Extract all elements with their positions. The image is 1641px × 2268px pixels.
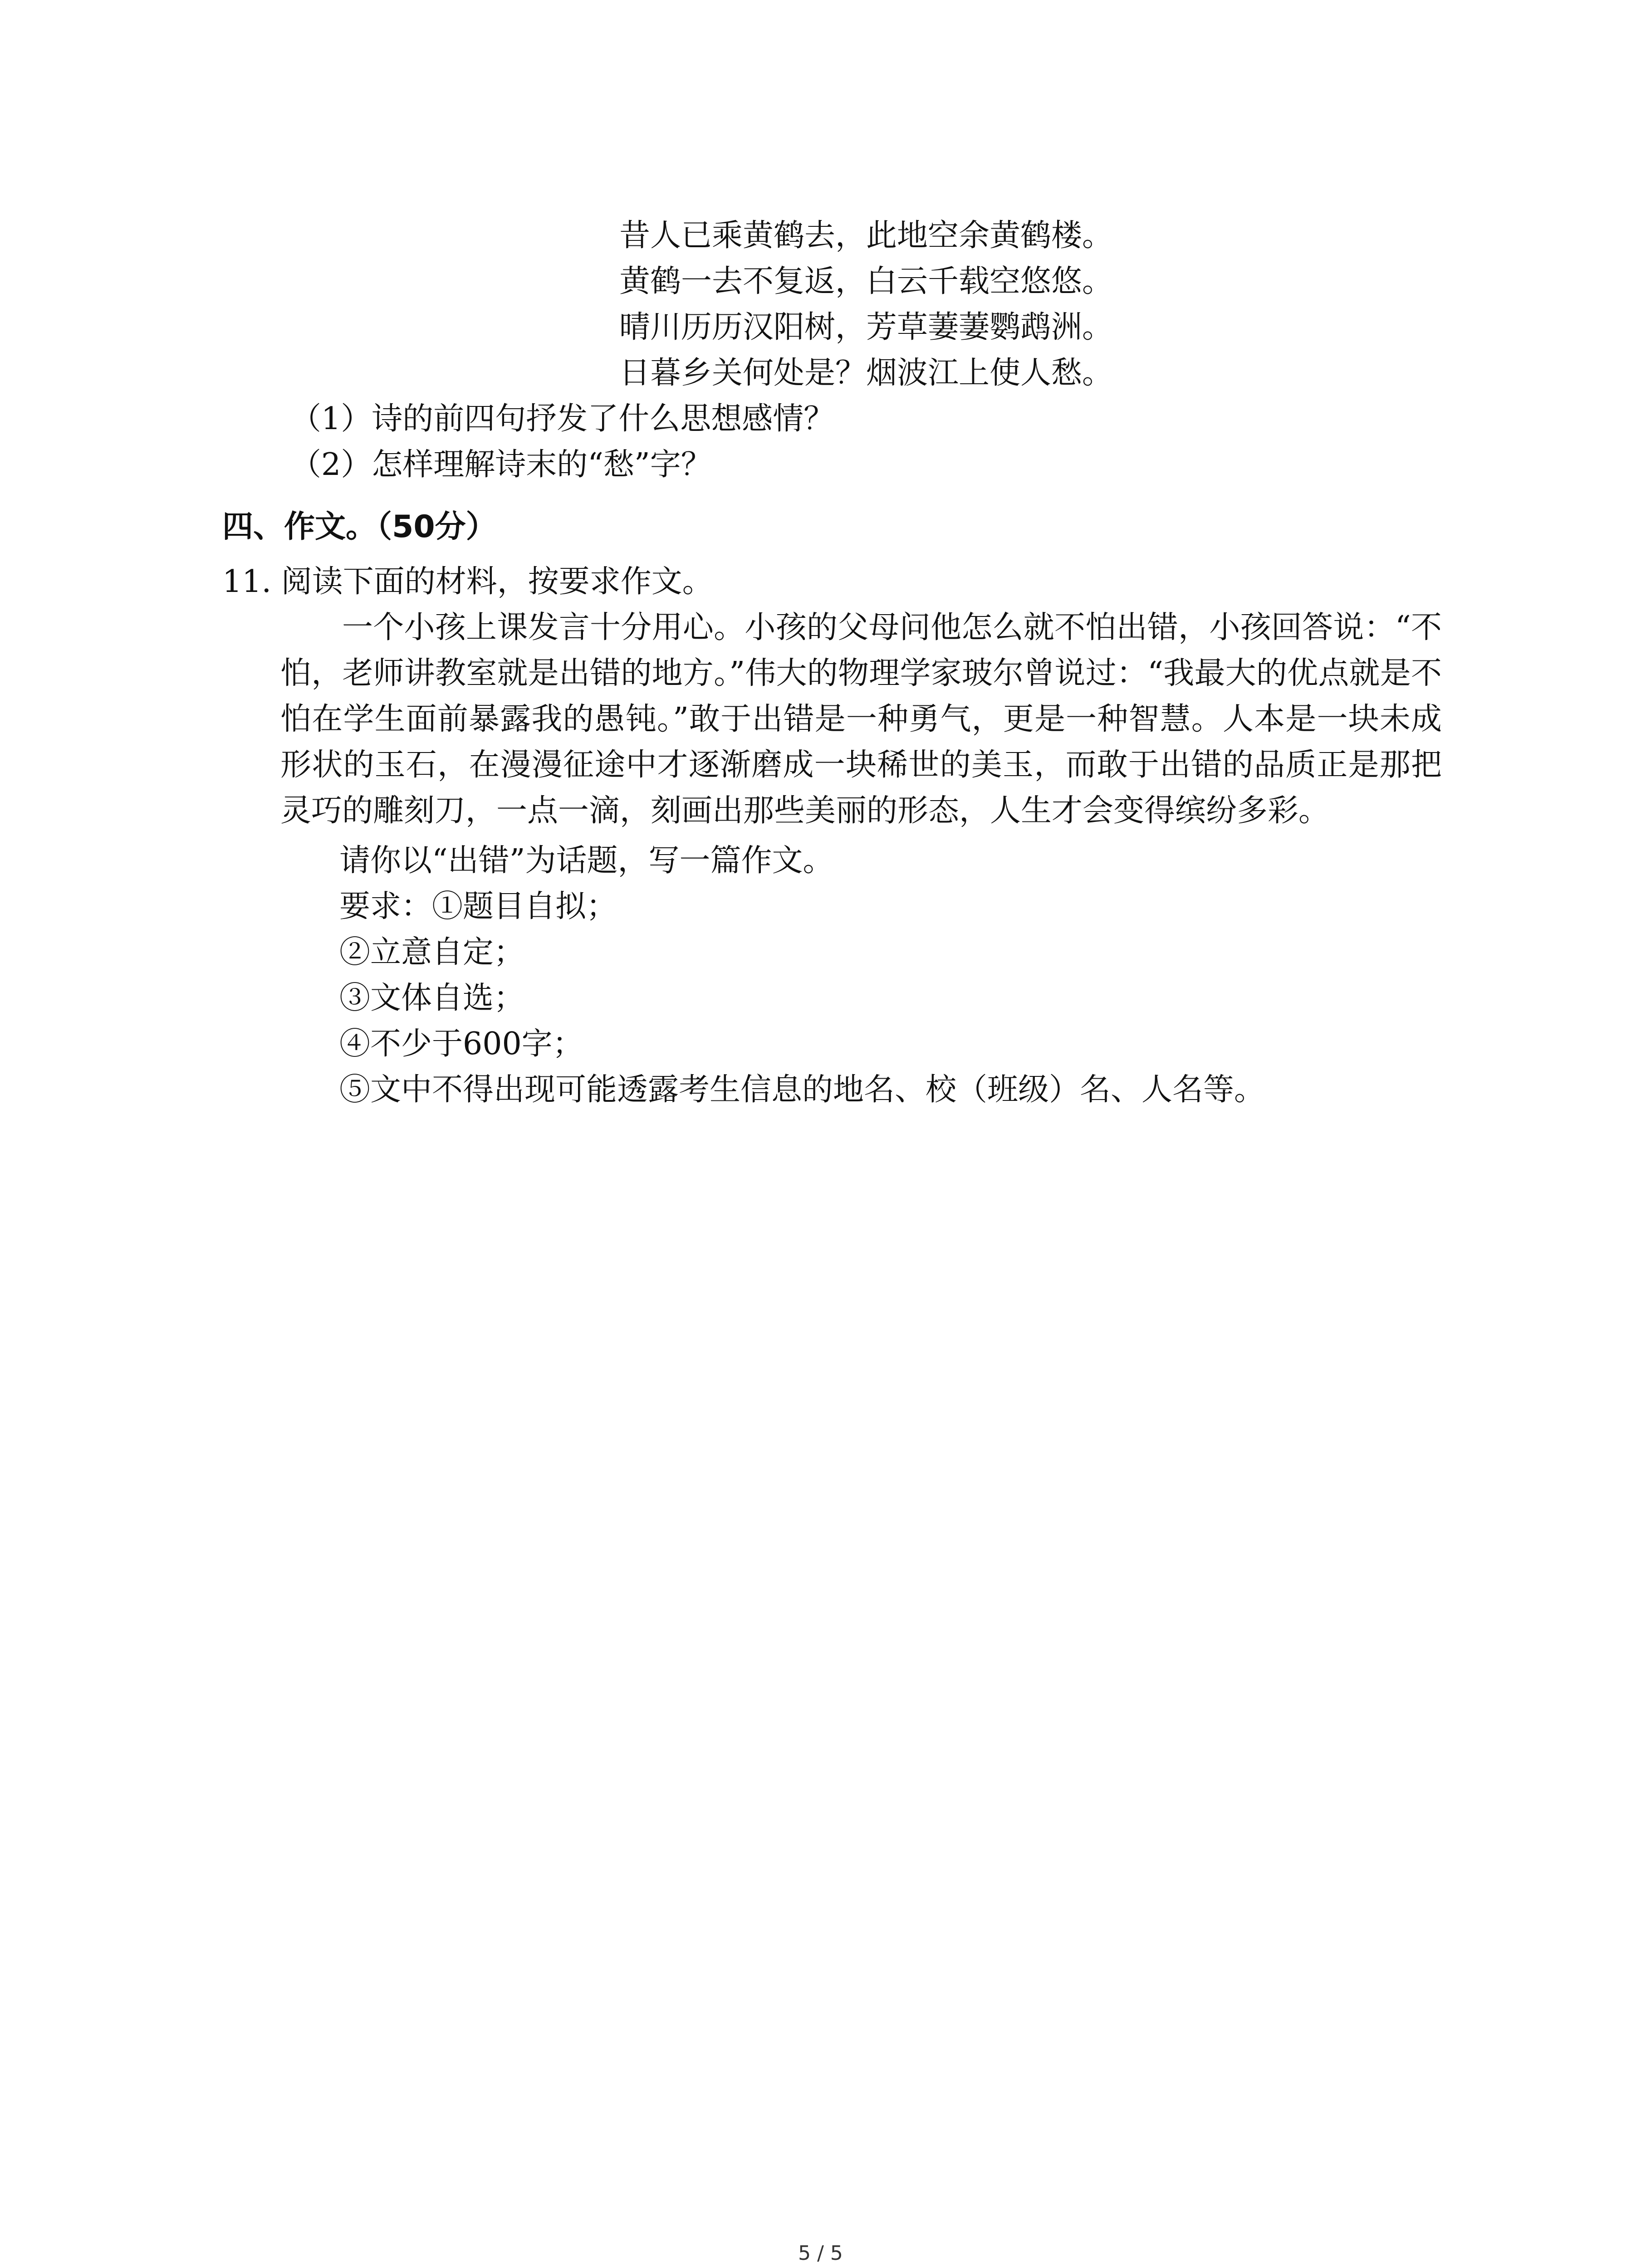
requirement: ⑤文中不得出现可能透露考生信息的地名、校（班级）名、人名等。 — [339, 1072, 1265, 1108]
section-heading — [222, 509, 497, 545]
question-1: （1）诗的前四句抒发了什么思想感情？ — [290, 401, 835, 437]
requirement: 要求：①题目自拟； — [339, 889, 617, 924]
question-2: （2）怎样理解诗末的“愁”字？ — [290, 447, 712, 483]
section-heading-text: 四、作文。 — [222, 509, 377, 545]
poem-line: 昔人已乘黄鹤去，此地空余黄鹤楼。 — [619, 218, 1113, 254]
material-paragraph: 一个小孩上课发言十分用心。小孩的父母问他怎么就不怕出错，小孩回答说：“不怕，老师讲教室就是出错的地方。”伟大的物理学家玻尔曾说过：“我最大的优点就是不怕在学生面前暴露我的愚钝。”敢于出错是一种勇气，更是一种智慧。人本是一块未成形状的玉石，在漫漫征途中才逐渐磨成一块稀世的美玉，而敢于出错的品质正是那把灵巧的雕刻刀，一点一滴，刻画出那些美丽的形态，人生才会变得缤纷多彩。 — [280, 610, 1442, 829]
item-11-title: 11. 阅读下面的材料，按要求作文。 — [222, 564, 713, 600]
poem-line: 日暮乡关何处是？烟波江上使人愁。 — [619, 355, 1113, 391]
page-number: 5 / 5 — [798, 2242, 843, 2265]
requirement: ④不少于600字； — [339, 1026, 583, 1062]
poem-line: 晴川历历汉阳树，芳草萋萋鹦鹉洲。 — [619, 309, 1113, 345]
section-score: （50分） — [377, 509, 497, 545]
requirement: ②立意自定； — [339, 934, 525, 970]
requirement: ③文体自选； — [339, 980, 525, 1016]
essay-prompt: 请你以“出错”为话题，写一篇作文。 — [339, 843, 834, 879]
poem-line: 黄鹤一去不复返，白云千载空悠悠。 — [619, 264, 1113, 299]
